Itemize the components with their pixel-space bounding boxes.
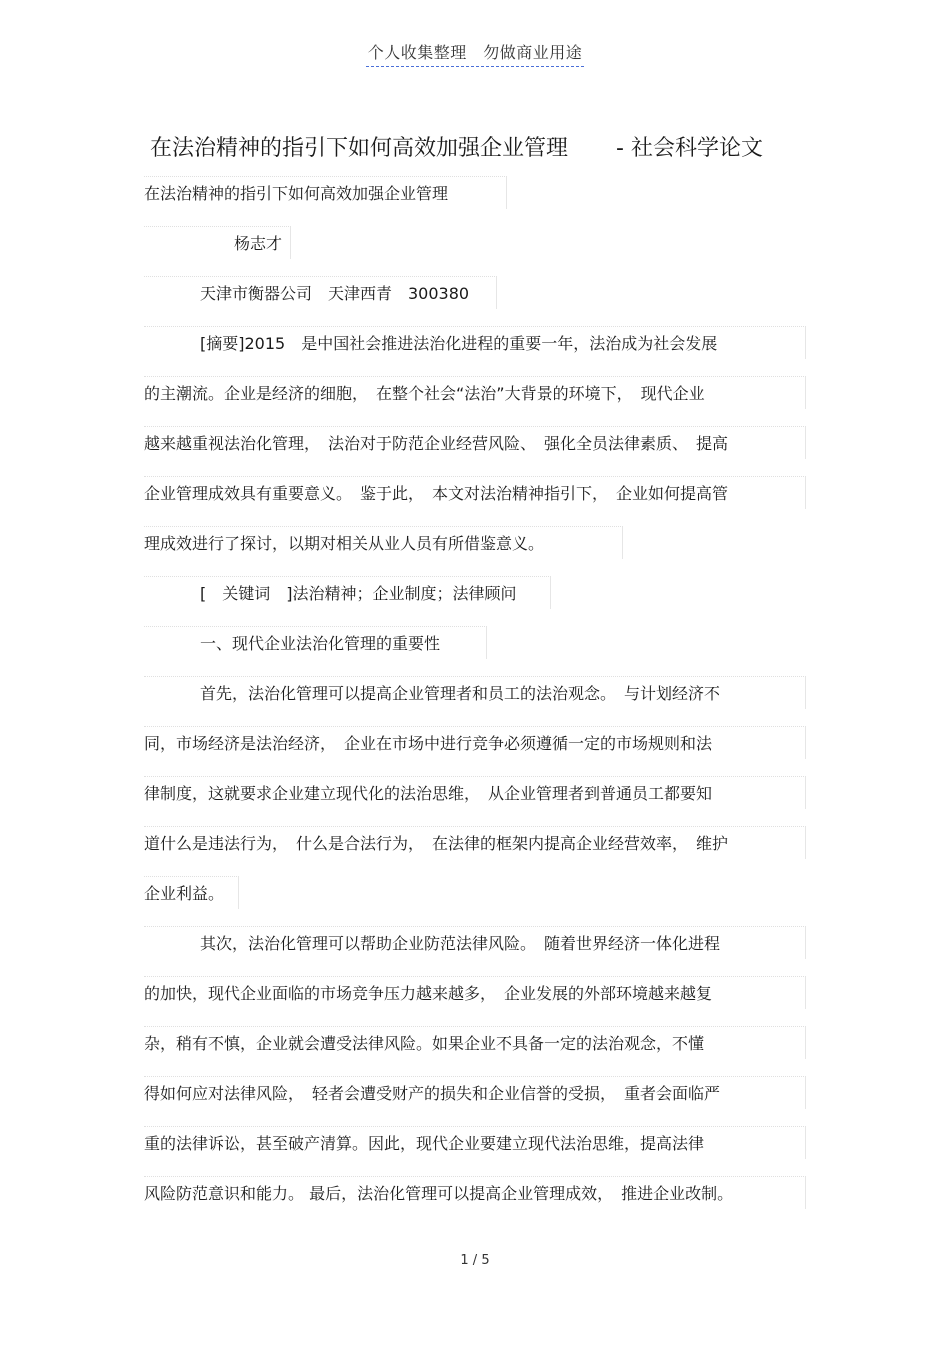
paragraph-line: 的加快，现代企业面临的市场竞争压力越来越多， 企业发展的外部环境越来越复	[144, 976, 806, 1009]
abstract-line: 的主潮流。企业是经济的细胞， 在整个社会“法治”大背景的环境下， 现代企业	[144, 376, 806, 409]
paragraph-line: 得如何应对法律风险， 轻者会遭受财产的损失和企业信誉的受损， 重者会面临严	[144, 1076, 806, 1109]
paragraph-line: 首先，法治化管理可以提高企业管理者和员工的法治观念。 与计划经济不	[144, 676, 806, 709]
abstract-line: 企业管理成效具有重要意义。 鉴于此， 本文对法治精神指引下， 企业如何提高管	[144, 476, 806, 509]
keywords: [ 关键词 ]法治精神；企业制度；法律顾问	[144, 576, 551, 609]
page-header	[0, 40, 950, 67]
abstract-line: 理成效进行了探讨，以期对相关从业人员有所借鉴意义。	[144, 526, 623, 559]
paragraph-line: 风险防范意识和能力。 最后，法治化管理可以提高企业管理成效， 推进企业改制。	[144, 1176, 806, 1209]
document-title	[150, 131, 810, 162]
paragraph-line: 杂，稍有不慎，企业就会遭受法律风险。如果企业不具备一定的法治观念，不懂	[144, 1026, 806, 1059]
paragraph-line: 律制度，这就要求企业建立现代化的法治思维， 从企业管理者到普通员工都要知	[144, 776, 806, 809]
title-main: 在法治精神的指引下如何高效加强企业管理	[150, 136, 569, 161]
paragraph-line: 道什么是违法行为， 什么是合法行为， 在法律的框架内提高企业经营效率， 维护	[144, 826, 806, 859]
title-suffix: - 社会科学论文	[616, 136, 763, 161]
subtitle: 在法治精神的指引下如何高效加强企业管理	[144, 176, 507, 209]
section-heading: 一、现代企业法治化管理的重要性	[144, 626, 487, 659]
abstract-line: 越来越重视法治化管理， 法治对于防范企业经营风险、 强化全员法律素质、 提高	[144, 426, 806, 459]
paragraph-line: 企业利益。	[144, 876, 239, 909]
paragraph-line: 重的法律诉讼，甚至破产清算。因此，现代企业要建立现代法治思维，提高法律	[144, 1126, 806, 1159]
affiliation: 天津市衡器公司 天津西青 300380	[144, 276, 497, 309]
paragraph-line: 同，市场经济是法治经济， 企业在市场中进行竞争必须遵循一定的市场规则和法	[144, 726, 806, 759]
page-number: 1 / 5	[460, 1253, 490, 1268]
abstract-line: [摘要]2015 是中国社会推进法治化进程的重要一年，法治成为社会发展	[144, 326, 806, 359]
author: 杨志才	[144, 226, 291, 259]
header-notice: 个人收集整理 勿做商业用途	[366, 40, 585, 67]
paragraph-line: 其次，法治化管理可以帮助企业防范法律风险。 随着世界经济一体化进程	[144, 926, 806, 959]
